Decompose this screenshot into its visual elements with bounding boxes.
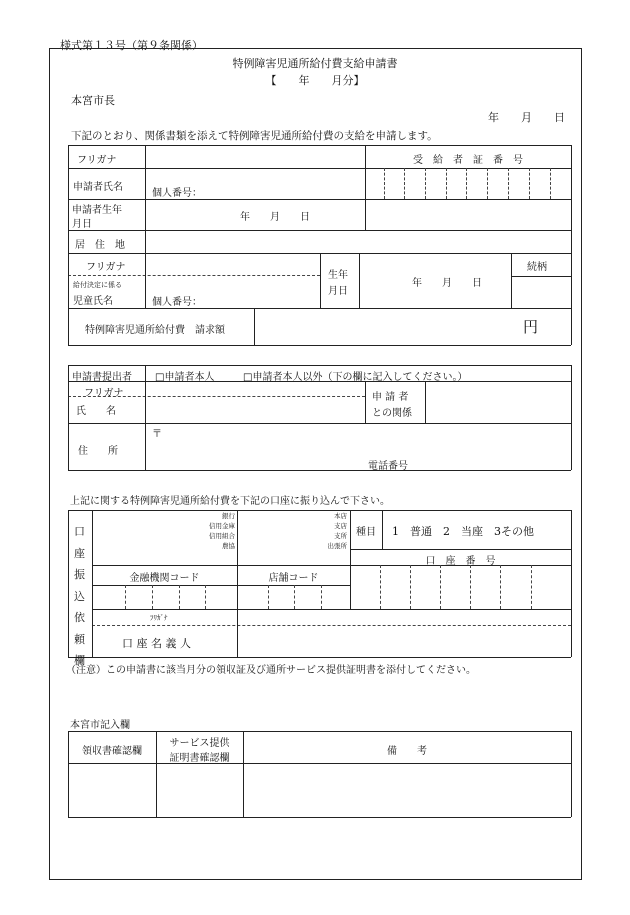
bank-intro: 上記に関する特例障害児通所給付費を下記の口座に振り込んで下さい。	[70, 496, 390, 507]
receipt-check-label: 領収書確認欄	[82, 746, 142, 757]
claim-label: 特例障害児通所給付費 請求額	[85, 325, 225, 336]
account-holder-label: 口 座 名 義 人	[122, 637, 191, 650]
applicant-dob-label-2: 月日	[72, 219, 92, 230]
institution-code-label: 金融機関コード	[129, 573, 200, 584]
child-small-label: 給付決定に係る	[73, 281, 122, 289]
submitter-relation-label-2: との関係	[372, 408, 412, 419]
applicant-name-label: 申請者氏名	[73, 182, 123, 193]
application-date: 年 月 日	[488, 111, 565, 124]
address-label: 居 住 地	[75, 240, 125, 251]
phone-label: 電話番号	[368, 461, 408, 472]
branch-code-label: 店舗コード	[268, 573, 319, 584]
form-number: 様式第１３号（第９条関係）	[60, 39, 203, 52]
submitter-name-label: 氏 名	[76, 406, 116, 417]
yen-unit: 円	[523, 318, 539, 336]
submitter-address-label: 住 所	[78, 446, 118, 457]
relation-label: 続柄	[527, 262, 547, 273]
period: 【 年 月分】	[265, 74, 365, 87]
remarks-label: 備 考	[387, 746, 427, 757]
recipient-number-label: 受 給 者 証 番 号	[413, 155, 523, 166]
service-cert-label-2: 証明書確認欄	[169, 753, 230, 764]
applicant-my-number-label: 個人番号：	[152, 188, 202, 199]
submitter-relation-label: 申 請 者	[372, 392, 409, 403]
child-furigana-label: フリガナ	[86, 262, 126, 273]
city-use-title: 本宮市記入欄	[70, 720, 130, 731]
form-title: 特例障害児通所給付費支給申請書	[232, 57, 398, 70]
child-name-label: 児童氏名	[73, 296, 113, 307]
addressee: 本宮市長	[71, 94, 115, 107]
child-dob-value: 年 月 日	[412, 278, 482, 289]
kind-options: 1 普通 2 当座 3その他	[392, 525, 534, 538]
attachment-note: （注意）この申請書に該当月分の領収証及び通所サービス提供証明書を添付してください。	[66, 665, 476, 676]
account-number-label: 口 座 番 号	[425, 556, 496, 567]
submitter-option-other[interactable]: □申請者本人以外（下の欄に記入してください。）	[243, 372, 468, 383]
applicant-furigana-label: フリガナ	[77, 155, 117, 166]
child-my-number-label: 個人番号：	[152, 297, 202, 308]
institution-types: 銀行 信用金庫 信用組合 農協	[209, 512, 235, 550]
kind-label: 種目	[356, 527, 376, 538]
child-dob-label: 生年	[328, 270, 348, 281]
child-dob-label-2: 月日	[328, 286, 348, 297]
submitter-label: 申請書提出者	[72, 372, 132, 383]
branch-types: 本店 支店 支所 出張所	[327, 512, 347, 550]
applicant-dob-label: 申請者生年	[72, 205, 122, 216]
submitter-option-self[interactable]: □申請者本人	[155, 372, 215, 383]
service-cert-label: サービス提供	[169, 738, 230, 749]
intro-text: 下記のとおり、関係書類を添えて特例障害児通所給付費の支給を申請します。	[71, 130, 438, 142]
holder-furigana-label: ﾌﾘｶﾞﾅ	[150, 614, 168, 622]
applicant-dob-value: 年 月 日	[240, 212, 310, 223]
postal-mark: 〒	[152, 429, 162, 440]
bank-side-label: 口 座 振 込 依 頼 欄	[74, 525, 85, 667]
submitter-furigana-label: フリガナ	[84, 388, 124, 399]
